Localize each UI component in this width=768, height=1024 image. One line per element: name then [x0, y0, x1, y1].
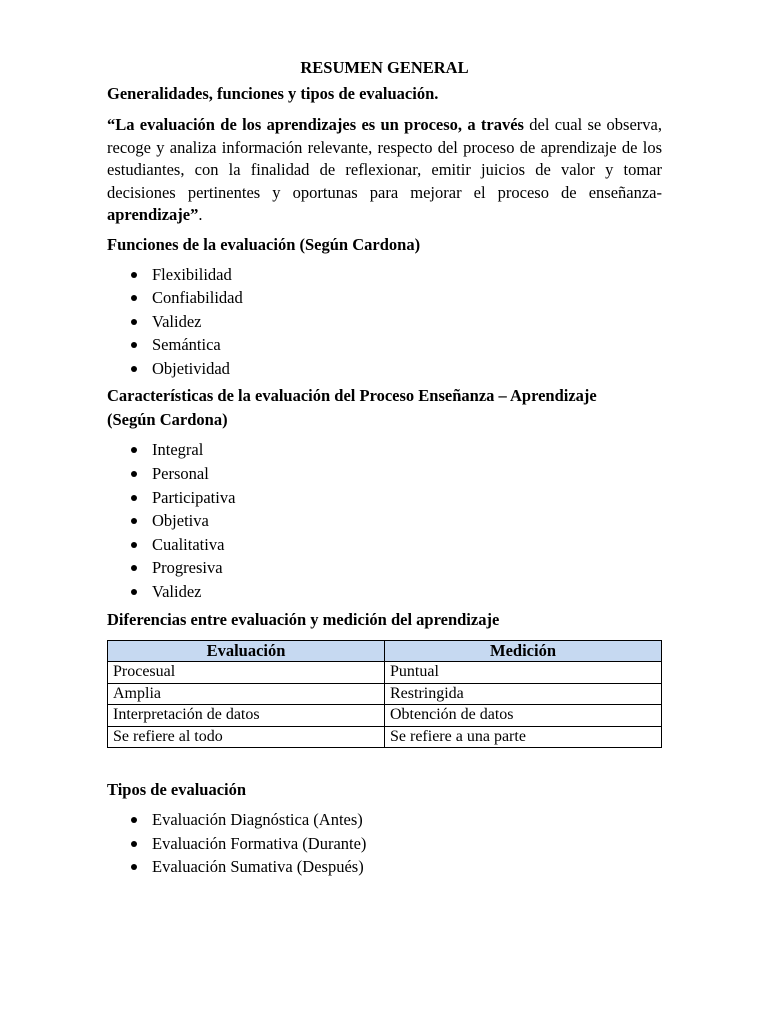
- list-item-text: Progresiva: [152, 558, 223, 578]
- bullet-icon: [131, 319, 137, 325]
- list-item-text: Confiabilidad: [152, 288, 243, 308]
- list-item: [107, 438, 662, 462]
- table-cell: Procesual: [108, 662, 385, 684]
- bullet-icon: [131, 518, 137, 524]
- table-row: [108, 683, 662, 705]
- bullet-icon: [131, 841, 137, 847]
- document-page: [107, 56, 662, 883]
- types-list: [107, 808, 662, 879]
- comparison-table: [107, 640, 662, 749]
- list-item: [107, 855, 662, 879]
- list-item-text: Objetividad: [152, 358, 230, 378]
- list-item: [107, 263, 662, 287]
- list-item: [107, 333, 662, 357]
- list-item-text: Flexibilidad: [152, 264, 232, 284]
- list-item-text: Integral: [152, 440, 204, 460]
- list-item: [107, 556, 662, 580]
- section-heading-caracteristicas-line2: (Según Cardona): [107, 410, 228, 430]
- section-heading-generalidades: Generalidades, funciones y tipos de evaluación.: [107, 84, 439, 103]
- table-cell: Puntual: [385, 662, 662, 684]
- list-item-text: Validez: [152, 311, 202, 331]
- list-item-text: Validez: [152, 582, 202, 602]
- column-header-evaluacion: Evaluación: [108, 640, 385, 662]
- bullet-icon: [131, 817, 137, 823]
- list-item: [107, 462, 662, 486]
- bullet-icon: [131, 589, 137, 595]
- list-item-text: Participativa: [152, 487, 236, 507]
- table-cell: Se refiere al todo: [108, 726, 385, 748]
- section-heading-caracteristicas-line1: Características de la evaluación del Proceso Enseñanza – Aprendizaje: [107, 386, 597, 406]
- section-heading-caracteristicas: [107, 384, 662, 432]
- table-cell: Se refiere a una parte: [385, 726, 662, 748]
- bullet-icon: [131, 471, 137, 477]
- table-cell: Obtención de datos: [385, 705, 662, 727]
- list-item-text: Objetiva: [152, 511, 209, 531]
- list-item-text: Cualitativa: [152, 534, 225, 554]
- quote-bold-end: aprendizaje”: [107, 205, 199, 224]
- bullet-icon: [131, 495, 137, 501]
- table-cell: Interpretación de datos: [108, 705, 385, 727]
- list-item-text: Evaluación Formativa (Durante): [152, 833, 367, 853]
- table-row: [108, 705, 662, 727]
- bullet-icon: [131, 864, 137, 870]
- list-item: [107, 832, 662, 856]
- table-header-row: [108, 640, 662, 662]
- quote-bold-start: “La evaluación de los aprendizajes es un proceso, a través: [107, 115, 524, 134]
- bullet-icon: [131, 295, 137, 301]
- list-item-text: Evaluación Diagnóstica (Antes): [152, 810, 363, 830]
- table-cell: Restringida: [385, 683, 662, 705]
- list-item: [107, 509, 662, 533]
- list-item: [107, 533, 662, 557]
- section-heading-diferencias: Diferencias entre evaluación y medición del aprendizaje: [107, 609, 500, 629]
- table-cell: Amplia: [108, 683, 385, 705]
- bullet-icon: [131, 542, 137, 548]
- section-heading-funciones: Funciones de la evaluación (Según Cardona): [107, 234, 421, 254]
- list-item: [107, 580, 662, 604]
- quote-period: .: [198, 205, 203, 224]
- bullet-icon: [131, 342, 137, 348]
- bullet-icon: [131, 565, 137, 571]
- bullet-icon: [131, 366, 137, 372]
- section-heading-tipos: Tipos de evaluación: [107, 780, 247, 800]
- list-item-text: Personal: [152, 464, 209, 484]
- list-item: [107, 310, 662, 334]
- list-item: [107, 286, 662, 310]
- list-item: [107, 486, 662, 510]
- functions-list: [107, 263, 662, 381]
- bullet-icon: [131, 447, 137, 453]
- document-title: RESUMEN GENERAL: [300, 58, 469, 77]
- bullet-icon: [131, 272, 137, 278]
- list-item-text: Evaluación Sumativa (Después): [152, 857, 364, 877]
- definition-paragraph: [107, 114, 662, 227]
- column-header-medicion: Medición: [385, 640, 662, 662]
- list-item: [107, 357, 662, 381]
- table-row: [108, 662, 662, 684]
- table-row: [108, 726, 662, 748]
- quote-body: del cual se observa, recoge y analiza información relevante, respecto del proceso de aprendizaje de los estudiantes, con la finalidad de reflexionar, emitir juicios de valor y tomar decisiones pertinentes y oportunas para mejorar el proceso de enseñanza-: [107, 115, 662, 202]
- list-item-text: Semántica: [152, 335, 221, 355]
- characteristics-list: [107, 438, 662, 603]
- list-item: [107, 808, 662, 832]
